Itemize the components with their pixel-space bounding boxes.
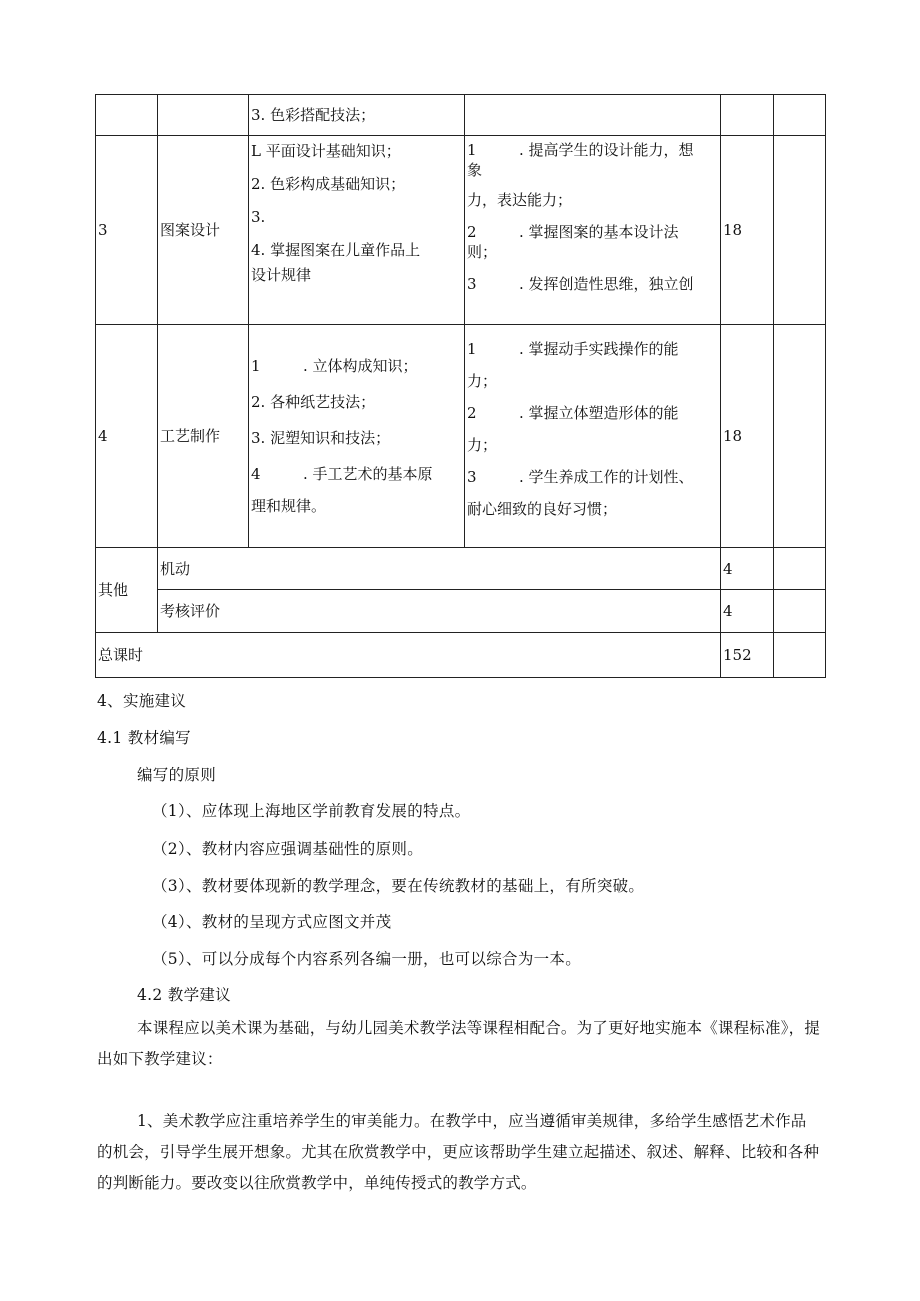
goal-number: 2	[467, 404, 477, 422]
goal-text: 力，表达能力；	[467, 191, 573, 209]
goal-text: . 发挥创造性思维，独立创	[519, 275, 694, 293]
cell-empty	[774, 590, 826, 633]
content-line	[251, 356, 462, 376]
goal-text: . 掌握图案的基本设计法	[519, 223, 679, 241]
cell-hours: 18	[721, 325, 774, 548]
goal-line	[467, 222, 718, 242]
cell-total-hours: 152	[721, 633, 774, 678]
goal-line	[467, 403, 718, 423]
goal-line	[467, 190, 718, 210]
goal-text: 力；	[467, 372, 498, 390]
goal-number: 1	[467, 340, 477, 358]
content-line: 设计规律	[251, 266, 312, 284]
cell-empty	[96, 95, 158, 136]
cell-module-name: 图案设计	[158, 136, 249, 325]
cell-content	[249, 325, 465, 548]
cell-empty	[158, 95, 249, 136]
goal-line	[467, 140, 718, 160]
goal-line	[467, 242, 718, 262]
cell-empty	[465, 95, 721, 136]
table-row-pattern-design	[96, 136, 826, 325]
goal-number: 2	[467, 223, 477, 241]
goal-text: 象	[467, 161, 483, 179]
paragraph-intro: 本课程应以美术课为基础，与幼儿园美术教学法等课程相配合。为了更好地实施本《课程标准》，提出如下教学建议：	[97, 1019, 821, 1068]
cell-content	[249, 136, 465, 325]
goal-number: 3	[467, 468, 477, 486]
principle-item: （3）、教材要体现新的教学理念，要在传统教材的基础上，有所突破。	[152, 877, 645, 895]
table-row-craft	[96, 325, 826, 548]
cell-hours: 4	[721, 548, 774, 590]
content-text: 理和规律。	[251, 497, 327, 515]
curriculum-table	[95, 94, 826, 678]
table-row-continuation	[96, 95, 826, 136]
cell-empty	[774, 325, 826, 548]
goal-line	[467, 274, 718, 294]
cell-goals	[465, 136, 721, 325]
content-line: 3. 色彩搭配技法；	[251, 106, 376, 124]
cell-empty	[721, 95, 774, 136]
goal-text: . 掌握动手实践操作的能	[519, 340, 679, 358]
section-heading-4-2: 4.2 教学建议	[137, 986, 231, 1004]
content-line	[251, 392, 462, 412]
goal-line	[467, 160, 718, 180]
goal-text: 耐心细致的良好习惯；	[467, 500, 618, 518]
goal-text: . 掌握立体塑造形体的能	[519, 404, 679, 422]
cell-empty	[774, 633, 826, 678]
cell-item-name: 考核评价	[158, 590, 721, 633]
table-row-total	[96, 633, 826, 678]
principle-item: （5）、可以分成每个内容系列各编一册，也可以综合为一本。	[152, 950, 582, 968]
cell-other-label: 其他	[96, 548, 158, 633]
content-line	[251, 496, 462, 516]
section-heading-4-1: 4.1 教材编写	[97, 729, 191, 747]
principle-title: 编写的原则	[137, 766, 217, 784]
cell-item-name: 机动	[158, 548, 721, 590]
goal-text: 力；	[467, 436, 498, 454]
content-line: 2. 色彩构成基础知识；	[251, 175, 406, 193]
cell-empty	[774, 548, 826, 590]
content-text: . 立体构成知识；	[303, 357, 418, 375]
principle-item: （1）、应体现上海地区学前教育发展的特点。	[152, 802, 471, 820]
cell-row-number: 3	[96, 136, 158, 325]
content-line: 4. 掌握图案在儿童作品上	[251, 241, 421, 259]
cell-empty	[774, 136, 826, 325]
table-row-other-assessment	[96, 590, 826, 633]
content-line	[251, 428, 462, 448]
cell-empty	[774, 95, 826, 136]
goal-line	[467, 339, 718, 359]
section-heading-4: 4、实施建议	[97, 692, 187, 710]
paragraph-suggestion-1: 1、美术教学应注重培养学生的审美能力。在教学中，应当遵循审美规律，多给学生感悟艺术作品的机会，引导学生展开想象。尤其在欣赏教学中，更应该帮助学生建立起描述、叙述、解释、比较和各种的判断能力。要改变以往欣赏教学中，单纯传授式的教学方式。	[97, 1112, 820, 1192]
cell-hours: 4	[721, 590, 774, 633]
goal-number: 1	[467, 141, 477, 159]
content-number: 4	[251, 465, 261, 483]
content-number: 1	[251, 357, 261, 375]
goal-line	[467, 435, 718, 455]
content-text: 3. 泥塑知识和技法；	[251, 429, 391, 447]
cell-module-name: 工艺制作	[158, 325, 249, 548]
content-line: 3.	[251, 208, 266, 226]
goal-text: . 提高学生的设计能力，想	[519, 141, 694, 159]
goal-line	[467, 371, 718, 391]
cell-hours: 18	[721, 136, 774, 325]
cell-row-number: 4	[96, 325, 158, 548]
goal-line	[467, 467, 718, 487]
content-text: . 手工艺术的基本原	[303, 465, 433, 483]
principle-item: （4）、教材的呈现方式应图文并茂	[152, 913, 392, 931]
goal-text: 则；	[467, 243, 498, 261]
principle-item: （2）、教材内容应强调基础性的原则。	[152, 840, 424, 858]
cell-goals	[465, 325, 721, 548]
content-line	[251, 464, 462, 484]
goal-line	[467, 499, 718, 519]
cell-content	[249, 95, 465, 136]
goal-number: 3	[467, 275, 477, 293]
content-line: L 平面设计基础知识；	[251, 142, 401, 160]
cell-total-label: 总课时	[96, 633, 721, 678]
goal-text: . 学生养成工作的计划性、	[519, 468, 694, 486]
table-row-other-flexible	[96, 548, 826, 590]
content-text: 2. 各种纸艺技法；	[251, 393, 376, 411]
